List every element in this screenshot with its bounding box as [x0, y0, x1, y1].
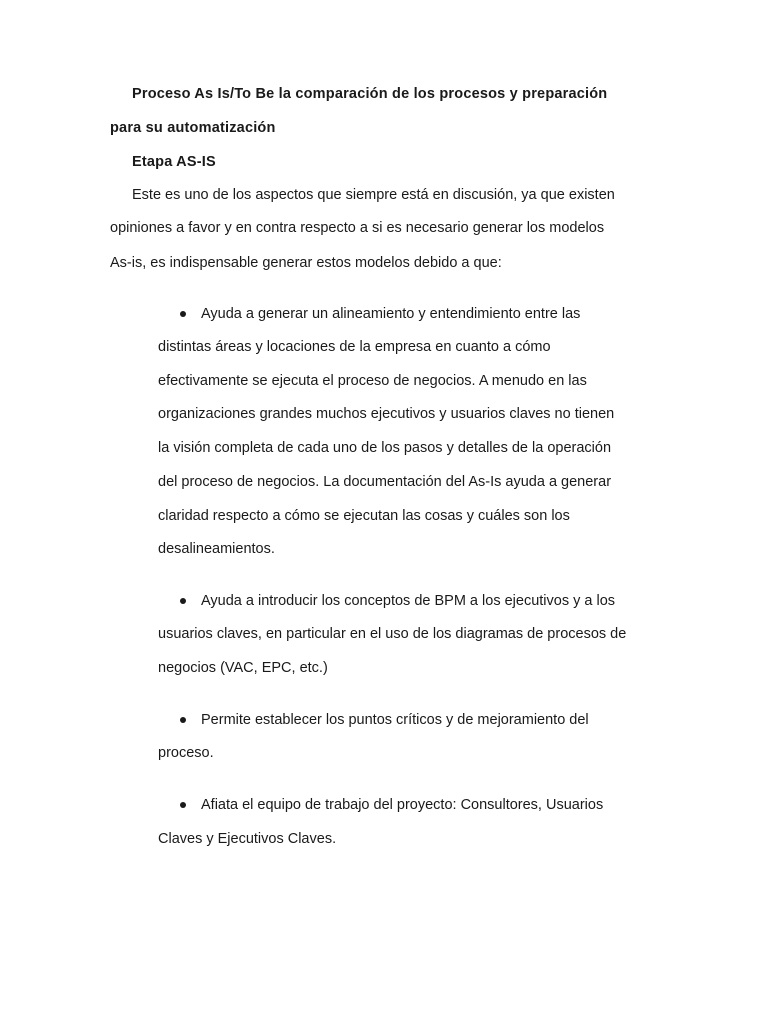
bullet-icon: [180, 717, 186, 723]
bullet-line: Ayuda a introducir los conceptos de BPM a los ejecutivos y a los: [201, 593, 616, 609]
bullet-icon: [180, 311, 186, 317]
bullet-line: negocios (VAC, EPC, etc.): [158, 660, 328, 676]
bullet-line: Claves y Ejecutivos Claves.: [158, 831, 337, 847]
bullet-icon: [180, 598, 186, 604]
bullet-line: proceso.: [158, 745, 214, 761]
bullet-line: desalineamientos.: [158, 541, 275, 557]
bullet-line: del proceso de negocios. La documentación del As-Is ayuda a generar: [158, 474, 612, 490]
bullet-line: la visión completa de cada uno de los pasos y detalles de la operación: [158, 440, 612, 456]
intro-line: As-is, es indispensable generar estos modelos debido a que:: [110, 255, 502, 271]
document-title-line-2: para su automatización: [110, 120, 276, 136]
section-heading: Etapa AS-IS: [132, 154, 216, 170]
bullet-line: efectivamente se ejecuta el proceso de negocios. A menudo en las: [158, 373, 587, 389]
bullet-line: Permite establecer los puntos críticos y de mejoramiento del: [201, 712, 589, 728]
bullet-line: claridad respecto a cómo se ejecutan las cosas y cuáles son los: [158, 508, 570, 524]
bullet-line: Ayuda a generar un alineamiento y entendimiento entre las: [201, 306, 581, 322]
bullet-line: Afiata el equipo de trabajo del proyecto: Consultores, Usuarios: [201, 797, 604, 813]
intro-line: opiniones a favor y en contra respecto a si es necesario generar los modelos: [110, 220, 605, 236]
bullet-line: usuarios claves, en particular en el uso de los diagramas de procesos de: [158, 626, 627, 642]
bullet-icon: [180, 802, 186, 808]
intro-line: Este es uno de los aspectos que siempre está en discusión, ya que existen: [132, 187, 615, 203]
bullet-line: distintas áreas y locaciones de la empresa en cuanto a cómo: [158, 339, 551, 355]
document-title-line-1: Proceso As Is/To Be la comparación de los procesos y preparación: [132, 86, 608, 102]
bullet-line: organizaciones grandes muchos ejecutivos y usuarios claves no tienen: [158, 406, 615, 422]
